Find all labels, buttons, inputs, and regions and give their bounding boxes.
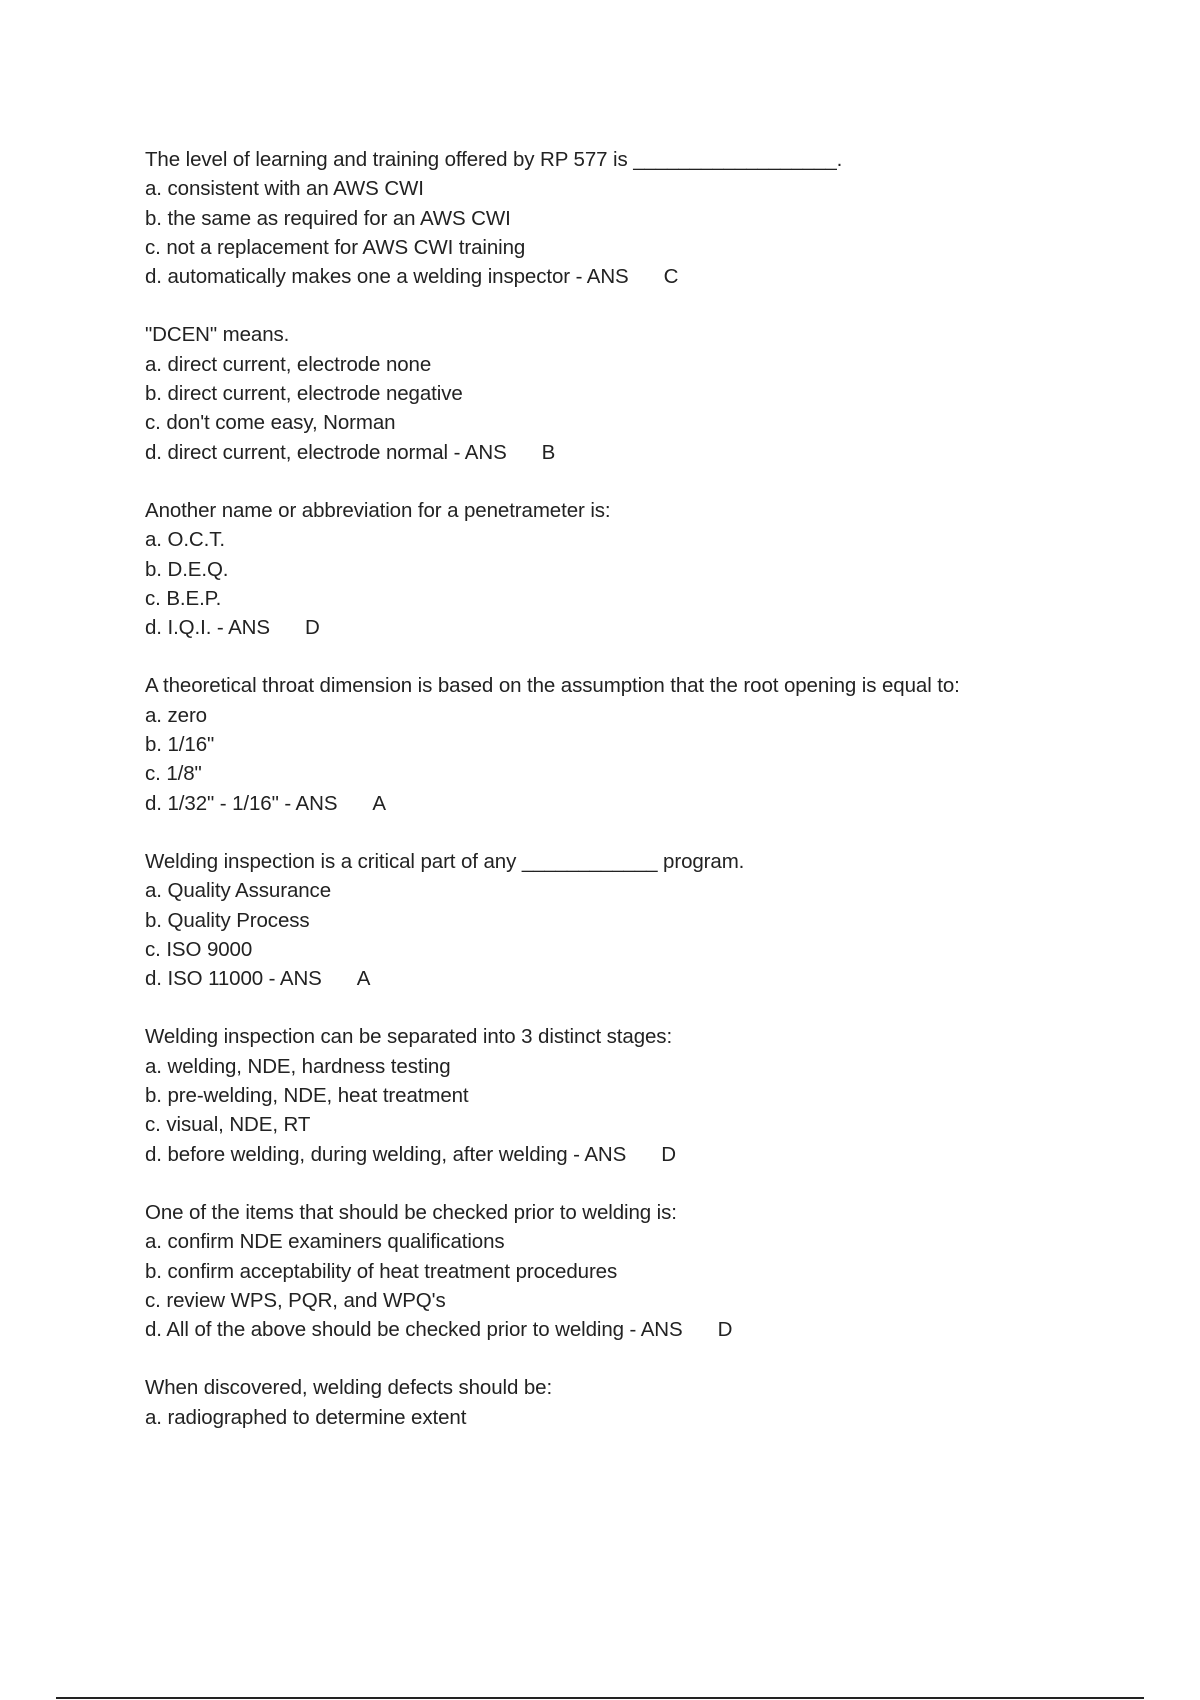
question-block	[145, 145, 1145, 291]
answer-key: C	[663, 265, 679, 289]
answer-option: b. Quality Process	[145, 908, 310, 932]
answer-option-with-key	[145, 964, 1145, 993]
answer-option-with-key	[145, 262, 1145, 291]
answer-option-with-key	[145, 613, 1145, 642]
answer-option: c. not a replacement for AWS CWI training	[145, 235, 526, 259]
answer-option: c. don't come easy, Norman	[145, 411, 396, 435]
question-stem: Another name or abbreviation for a penetrameter is:	[145, 498, 611, 522]
answer-option: a. Quality Assurance	[145, 879, 332, 903]
footer-rule	[56, 1697, 1144, 1699]
question-list	[145, 145, 1145, 1461]
question-stem: The level of learning and training offered by RP 577 is __________________.	[145, 148, 843, 171]
answer-option: a. radiographed to determine extent	[145, 1405, 467, 1429]
answer-option: c. ISO 9000	[145, 937, 253, 961]
answer-key: D	[661, 1142, 676, 1166]
answer-key: B	[541, 440, 556, 464]
answer-option-text: d. I.Q.I. - ANS	[145, 616, 270, 640]
answer-option: a. consistent with an AWS CWI	[145, 177, 424, 201]
question-block	[145, 320, 1145, 466]
answer-option-with-key	[145, 789, 1145, 818]
answer-option: a. zero	[145, 703, 207, 727]
answer-option: b. the same as required for an AWS CWI	[145, 206, 511, 230]
answer-option: a. direct current, electrode none	[145, 352, 432, 376]
answer-option-text: d. before welding, during welding, after welding - ANS	[145, 1142, 627, 1166]
answer-option-text: d. 1/32" - 1/16" - ANS	[145, 791, 338, 815]
answer-option-with-key	[145, 438, 1145, 467]
question-block	[145, 496, 1145, 642]
answer-option: b. pre-welding, NDE, heat treatment	[145, 1084, 469, 1108]
answer-key: A	[372, 791, 386, 815]
answer-option: c. visual, NDE, RT	[145, 1113, 311, 1137]
answer-option: b. D.E.Q.	[145, 557, 229, 581]
answer-option-text: d. direct current, electrode normal - ANS	[145, 440, 507, 464]
answer-option: a. confirm NDE examiners qualifications	[145, 1230, 505, 1254]
question-stem: One of the items that should be checked prior to welding is:	[145, 1200, 677, 1224]
question-stem: Welding inspection is a critical part of any ____________ program.	[145, 849, 745, 873]
question-stem: When discovered, welding defects should be:	[145, 1376, 553, 1400]
answer-option-with-key	[145, 1140, 1145, 1169]
answer-option: b. 1/16"	[145, 733, 215, 757]
answer-option: c. review WPS, PQR, and WPQ's	[145, 1288, 446, 1312]
question-block	[145, 1198, 1145, 1344]
question-stem: Welding inspection can be separated into 3 distinct stages:	[145, 1025, 673, 1049]
question-block	[145, 847, 1145, 993]
answer-option: a. welding, NDE, hardness testing	[145, 1054, 451, 1078]
question-stem: A theoretical throat dimension is based on the assumption that the root opening is equal to:	[145, 674, 960, 698]
answer-option-text: d. ISO 11000 - ANS	[145, 967, 322, 991]
answer-option: b. direct current, electrode negative	[145, 382, 463, 406]
answer-key: D	[717, 1318, 733, 1342]
question-stem: "DCEN" means.	[145, 323, 290, 347]
answer-key: D	[304, 616, 320, 640]
answer-option: a. O.C.T.	[145, 528, 225, 552]
question-block	[145, 1022, 1145, 1168]
answer-option-text: d. All of the above should be checked prior to welding - ANS	[145, 1318, 683, 1342]
question-block	[145, 1373, 1145, 1432]
answer-option: c. B.E.P.	[145, 586, 222, 610]
answer-option-with-key	[145, 1315, 1145, 1344]
answer-option: c. 1/8"	[145, 762, 202, 786]
answer-option: b. confirm acceptability of heat treatment procedures	[145, 1259, 618, 1283]
answer-option-text: d. automatically makes one a welding inspector - ANS	[145, 265, 629, 289]
answer-key: A	[356, 967, 371, 991]
question-block	[145, 671, 1145, 817]
